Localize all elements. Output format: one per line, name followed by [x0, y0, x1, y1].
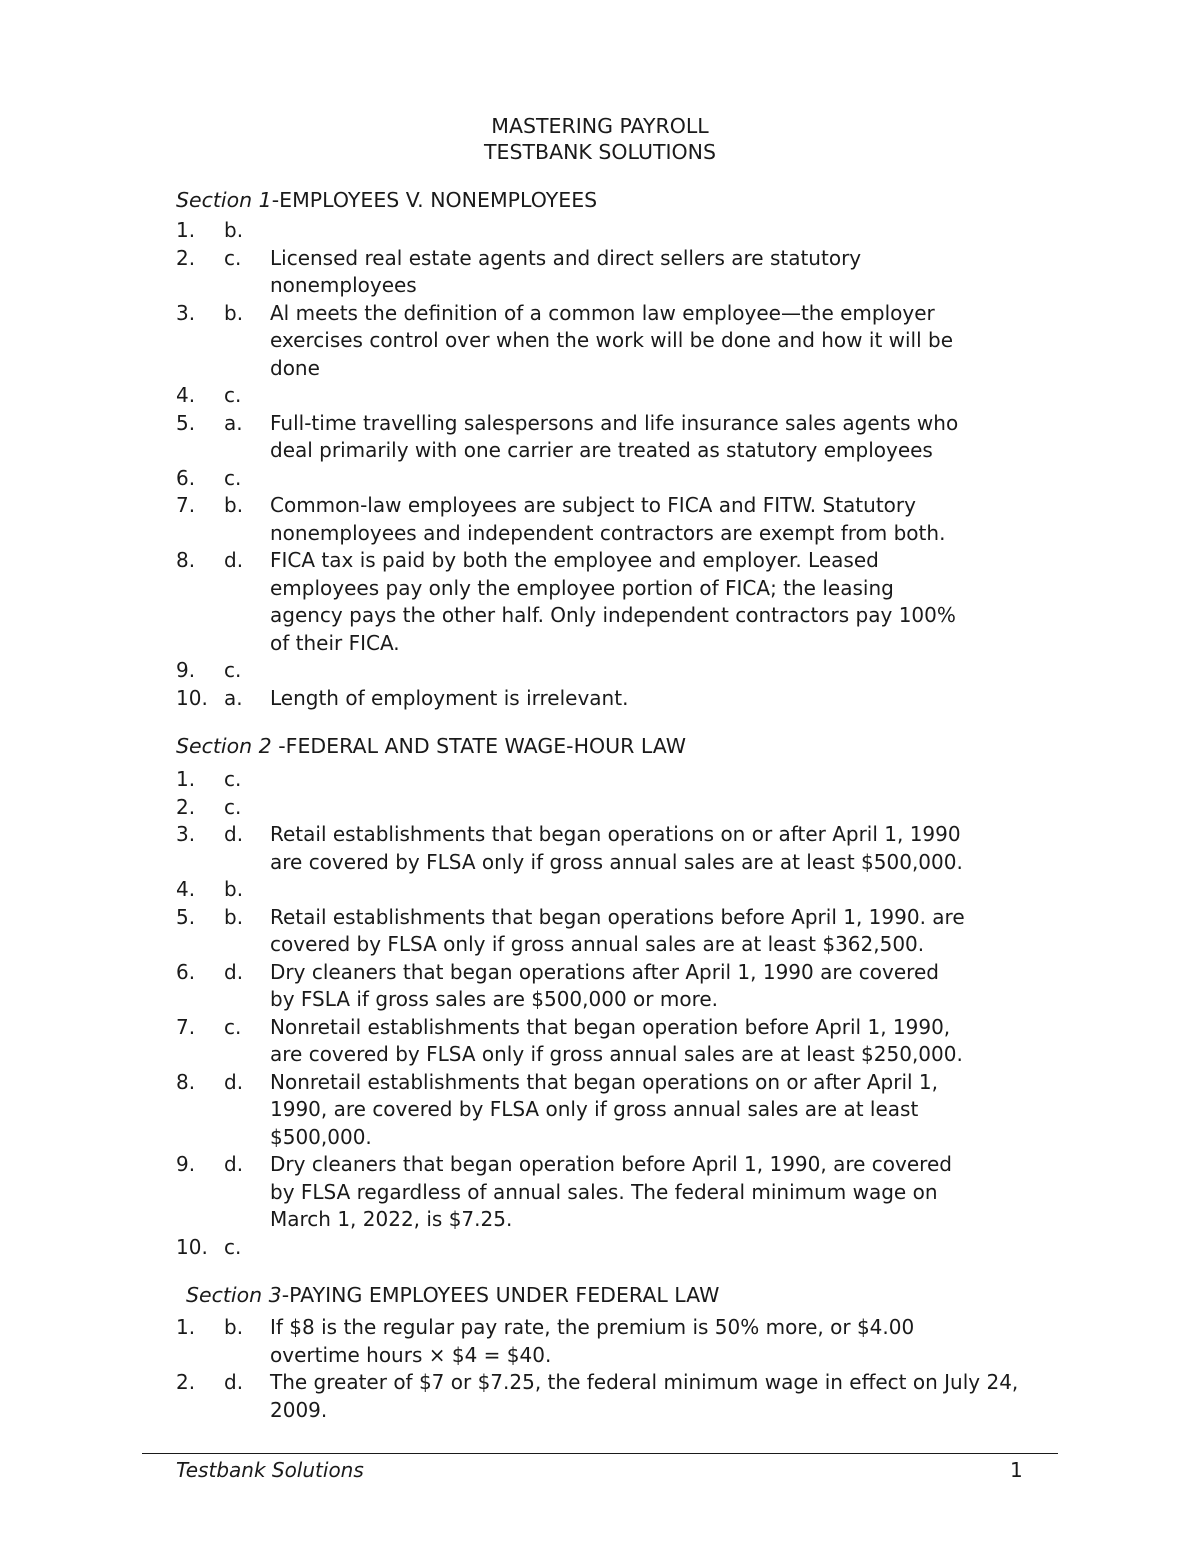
answer-letter: b. [224, 1315, 244, 1339]
answer-row [176, 465, 1086, 493]
question-number: 1. [176, 218, 196, 242]
answer-row [176, 794, 1086, 822]
answer-explanation: Common-law employees are subject to FICA and FITW. Statutory nonemployees and independent contractors are exempt from both. [270, 493, 946, 545]
answer-letter: d. [224, 1370, 244, 1394]
answer-explanation: Nonretail establishments that began operations on or after April 1, 1990, are covered by FLSA only if gross annual sales are at least $500,000. [270, 1069, 939, 1149]
answer-row [176, 547, 1086, 657]
answer-letter: c. [224, 383, 242, 407]
answer-explanation [270, 1234, 1086, 1262]
answer-explanation: Retail establishments that began operations before April 1, 1990. are covered by FLSA only if gross annual sales are at least $362,500. [270, 904, 965, 956]
question-number: 3. [176, 300, 196, 325]
answer-letter: c. [224, 1014, 242, 1039]
section-3-heading [186, 1281, 719, 1309]
section-3-title: -PAYING EMPLOYEES UNDER FEDERAL LAW [281, 1283, 720, 1307]
answer-row [176, 492, 1086, 547]
question-number: 9. [176, 658, 196, 682]
answer-letter: d. [224, 822, 244, 846]
answer-row [176, 1014, 1086, 1069]
answer-letter: c. [224, 1234, 242, 1259]
answer-letter: d. [224, 548, 244, 572]
footer-divider [142, 1453, 1058, 1454]
answer-letter: c. [224, 767, 242, 791]
section-2-answer-list [176, 766, 1086, 1261]
answer-explanation: Full-time travelling salespersons and life insurance sales agents who deal primarily with one carrier are treated as statutory employees [270, 410, 959, 462]
section-2-heading [176, 732, 686, 760]
answer-explanation [270, 465, 1086, 493]
answer-explanation: If $8 is the regular pay rate, the premium is 50% more, or $4.00 overtime hours × $4 = $40. [270, 1315, 915, 1367]
answer-explanation [270, 217, 1086, 245]
question-number: 8. [176, 548, 196, 572]
footer-title: Testbank Solutions [176, 1458, 364, 1482]
answer-row [176, 657, 1086, 685]
question-number: 6. [176, 465, 196, 490]
answer-letter: b. [224, 493, 244, 517]
question-number: 1. [176, 1315, 196, 1339]
answer-row [176, 876, 1086, 904]
answer-explanation: The greater of $7 or $7.25, the federal minimum wage in effect on July 24, 2009. [270, 1370, 1019, 1422]
answer-row [176, 959, 1086, 1014]
section-2-label: Section 2 [176, 734, 272, 758]
question-number: 1. [176, 767, 196, 791]
section-1-heading [176, 186, 597, 214]
question-number: 2. [176, 1370, 196, 1394]
question-number: 3. [176, 822, 196, 846]
answer-row [176, 300, 1086, 383]
answer-row [176, 904, 1086, 959]
question-number: 7. [176, 493, 196, 517]
answer-row [176, 1369, 1086, 1424]
section-3-label: Section 3 [186, 1283, 282, 1307]
answer-explanation: Length of employment is irrelevant. [270, 685, 629, 710]
answer-letter: d. [224, 959, 244, 984]
answer-row [176, 766, 1086, 794]
answer-letter: b. [224, 300, 244, 325]
answer-explanation [270, 382, 1086, 410]
answer-letter: b. [224, 904, 244, 929]
answer-letter: a. [224, 410, 243, 435]
question-number: 10. [176, 685, 208, 710]
answer-letter: c. [224, 465, 242, 490]
answer-explanation: Licensed real estate agents and direct sellers are statutory nonemployees [270, 245, 862, 297]
answer-row [176, 821, 1086, 876]
answer-row [176, 1234, 1086, 1262]
question-number: 8. [176, 1069, 196, 1094]
answer-letter: b. [224, 218, 244, 242]
answer-explanation [270, 876, 1086, 904]
answer-explanation: Al meets the definition of a common law employee—the employer exercises control over when the work will be done and how it will be done [270, 300, 954, 380]
answer-letter: c. [224, 658, 242, 682]
question-number: 2. [176, 794, 196, 819]
answer-letter: a. [224, 685, 243, 710]
answer-row [176, 382, 1086, 410]
answer-letter: c. [224, 245, 242, 270]
footer-page-number: 1 [1010, 1458, 1023, 1482]
section-3-answer-list [176, 1314, 1086, 1424]
answer-row [176, 1151, 1086, 1234]
answer-explanation: Dry cleaners that began operations after April 1, 1990 are covered by FSLA if gross sales are $500,000 or more. [270, 959, 939, 1011]
answer-row [176, 1069, 1086, 1152]
question-number: 7. [176, 1014, 196, 1039]
question-number: 5. [176, 904, 196, 929]
answer-letter: d. [224, 1069, 244, 1094]
answer-explanation [270, 657, 1086, 685]
question-number: 10. [176, 1234, 208, 1259]
answer-explanation [270, 766, 1086, 794]
answer-letter: d. [224, 1152, 244, 1176]
question-number: 4. [176, 383, 196, 407]
question-number: 4. [176, 877, 196, 901]
section-1-title: -EMPLOYEES V. NONEMPLOYEES [271, 188, 598, 212]
answer-letter: c. [224, 794, 242, 819]
answer-row [176, 685, 1086, 713]
question-number: 6. [176, 959, 196, 984]
answer-explanation: FICA tax is paid by both the employee and employer. Leased employees pay only the employee portion of FICA; the leasing agency pays the other half. Only independent contractors pay 100% of their FICA. [270, 548, 956, 655]
answer-letter: b. [224, 877, 244, 901]
answer-row [176, 217, 1086, 245]
section-2-title: -FEDERAL AND STATE WAGE-HOUR LAW [271, 734, 686, 758]
section-1-answer-list [176, 217, 1086, 712]
question-number: 2. [176, 245, 196, 270]
answer-row [176, 245, 1086, 300]
section-1-label: Section 1 [176, 188, 272, 212]
answer-explanation [270, 794, 1086, 822]
document-title-line2: TESTBANK SOLUTIONS [484, 140, 716, 164]
answer-explanation: Nonretail establishments that began operation before April 1, 1990, are covered by FLSA only if gross annual sales are at least $250,000. [270, 1014, 963, 1066]
question-number: 9. [176, 1152, 196, 1176]
answer-explanation: Retail establishments that began operations on or after April 1, 1990 are covered by FLSA only if gross annual sales are at least $500,000. [270, 822, 963, 874]
document-title-line1: MASTERING PAYROLL [491, 114, 709, 138]
answer-row [176, 1314, 1086, 1369]
answer-row [176, 410, 1086, 465]
answer-explanation: Dry cleaners that began operation before April 1, 1990, are covered by FLSA regardless of annual sales. The federal minimum wage on March 1, 2022, is $7.25. [270, 1152, 952, 1231]
question-number: 5. [176, 410, 196, 435]
